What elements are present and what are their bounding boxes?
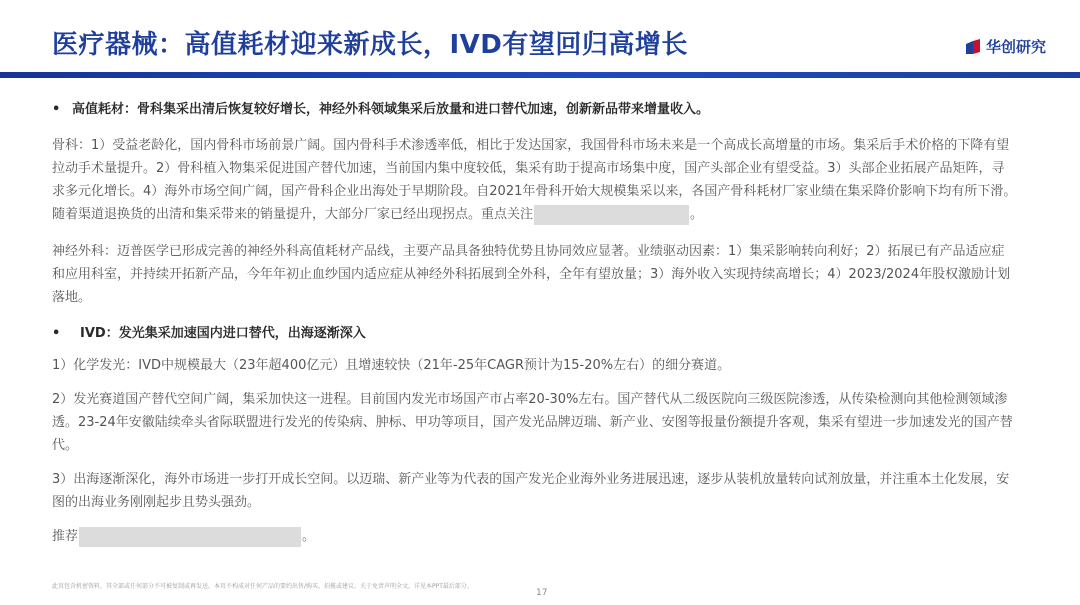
paragraph-chemiluminescence xyxy=(52,354,1055,377)
redacted-block xyxy=(534,205,689,225)
paragraph-line: 骨科：1）受益老龄化，国内骨科市场前景广阔。国内骨科手术渗透率低，相比于发达国家，我国骨科市场未来是一个高成长高增量的市场。集采后手术价格的下降有望 xyxy=(52,138,1010,153)
paragraph-line: 透。23-24年安徽陆续牵头省际联盟进行发光的传染病、肿标、甲功等项目，国产发光品牌迈瑞、新产业、安图等报量份额提升客观，集采有望进一步加速发光的国产替 xyxy=(52,415,1013,430)
paragraph-line-with-redaction xyxy=(52,203,1055,226)
paragraph-line: 代。 xyxy=(52,438,79,453)
footer-disclaimer: 此页包含机密资料，其全部或任何部分不可被复制或再发送。本页不构成对任何产品的要约出售/购买、招揽或建议。关于免责声明全文，详见本PPT最后部分。 xyxy=(52,583,473,590)
bullet-icon: • xyxy=(52,102,61,117)
section-heading-ivd xyxy=(52,324,1055,344)
paragraph-line: 神经外科：迈普医学已形成完善的神经外科高值耗材产品线，主要产品具备独特优势且协同效应显著。业绩驱动因素：1）集采影响转向利好；2）拓展已有产品适应症 xyxy=(52,244,1005,259)
paragraph-overseas-expansion xyxy=(52,468,1055,514)
paragraph-line: 求多元化增长。4）海外市场空间广阔，国产骨科企业出海处于早期阶段。自2021年骨科开始大规模集采以来，各国产骨科耗材厂家业绩在集采降价影响下均有所下滑。 xyxy=(52,184,1017,199)
paragraph-line: 拉动手术量提升。2）骨科植入物集采促进国产替代加速，当前国内集中度较低，集采有助于提高市场集中度，国产头部企业有望受益。3）头部企业拓展产品矩阵，寻 xyxy=(52,161,1005,176)
paragraph-recommendation xyxy=(52,525,1055,548)
logo-text: 华创研究 xyxy=(985,38,1046,56)
header-divider xyxy=(0,72,1080,78)
page-title: 医疗器械：高值耗材迎来新成长，IVD有望回归高增长 xyxy=(52,30,688,60)
paragraph-line-with-redaction xyxy=(52,525,1055,548)
section-heading-high-value-consumables xyxy=(52,100,1055,120)
redacted-block xyxy=(79,527,301,547)
page-number: 17 xyxy=(536,588,548,598)
line-end: 。 xyxy=(690,207,704,222)
main-content xyxy=(52,100,1055,548)
line-text: 随着渠道退换货的出清和集采带来的销量提升，大部分厂家已经出现拐点。重点关注 xyxy=(52,207,534,222)
bullet-icon: • xyxy=(52,326,61,341)
paragraph-domestic-substitution xyxy=(52,388,1055,457)
paragraph-orthopedics xyxy=(52,134,1055,226)
logo-mark-icon xyxy=(964,38,982,56)
paragraph-line: 3）出海逐渐深化，海外市场进一步打开成长空间。以迈瑞、新产业等为代表的国产发光企业海外业务进展迅速，逐步从装机放量转向试剂放量，并注重本土化发展，安 xyxy=(52,472,1010,487)
heading-text: 高值耗材：骨科集采出清后恢复较好增长，神经外科领域集采后放量和进口替代加速，创新新品带来增量收入。 xyxy=(72,102,710,117)
line-end: 。 xyxy=(302,529,316,544)
brand-logo xyxy=(964,36,1046,57)
heading-text: IVD：发光集采加速国内进口替代，出海逐渐深入 xyxy=(80,326,366,341)
line-text: 推荐 xyxy=(52,529,79,544)
paragraph-line: 和应用科室，并持续开拓新产品，今年年初止血纱国内适应症从神经外科拓展到全外科，全年有望放量；3）海外收入实现持续高增长；4）2023/2024年股权激励计划 xyxy=(52,267,1011,282)
paragraph-line: 图的出海业务刚刚起步且势头强劲。 xyxy=(52,495,261,510)
paragraph-neurosurgery xyxy=(52,240,1055,309)
paragraph-line: 落地。 xyxy=(52,290,92,305)
paragraph-line: 1）化学发光：IVD中规模最大（23年超400亿元）且增速较快（21年-25年CAGR预计为15-20%左右）的细分赛道。 xyxy=(52,358,731,373)
paragraph-line: 2）发光赛道国产替代空间广阔，集采加快这一进程。目前国内发光市场国产市占率20-30%左右。国产替代从二级医院向三级医院渗透，从传染检测向其他检测领域渗 xyxy=(52,392,1008,407)
